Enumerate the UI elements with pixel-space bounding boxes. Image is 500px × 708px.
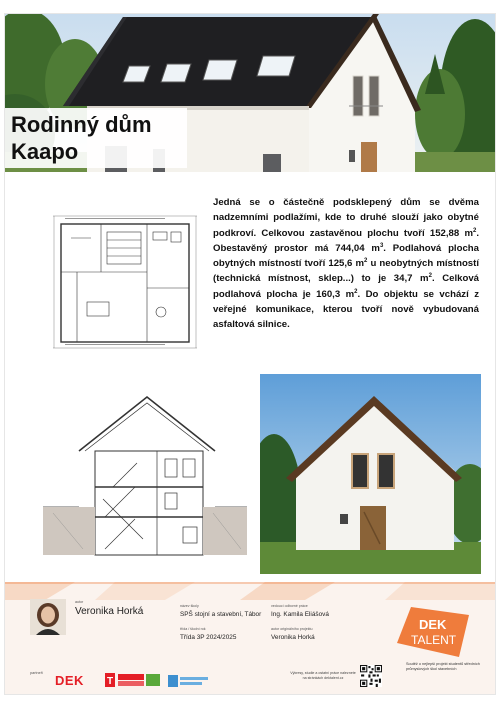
dek-talent-top-text: DEK (419, 617, 447, 632)
description-part: u neobytných místností (technická místnost, sklep...) to je 34,7 m (213, 258, 479, 285)
partner-logo-red-green (105, 672, 161, 688)
author-photo (30, 599, 66, 635)
description-sup: 3 (379, 242, 384, 249)
teacher-label: vedoucí odborné práce (271, 604, 308, 608)
svg-text:T: T (107, 676, 114, 687)
description-part: Jedná se o částečně podsklepený dům se dvěma nadzemními podlažími, kde to druhé slouží jako obytné podkroví. Celkovou zastavěnou plochu tvoří 152,88 m (213, 197, 479, 239)
partners-label: partneři (30, 671, 43, 675)
description-sup: 2 (472, 227, 477, 234)
dek-talent-note: Soutěž o nejlepší projekt studentů středních průmyslových škol stavebních (406, 662, 480, 671)
dek-talent-logo (397, 607, 477, 657)
project-description (213, 195, 479, 333)
footer (5, 582, 496, 695)
project-author-label: autor originálního projektu (271, 627, 313, 631)
qr-code-icon[interactable] (360, 665, 382, 687)
class-label: třída / školní rok (180, 627, 206, 631)
project-title-line2: Kaapo (11, 139, 79, 164)
description-part: . Do objektu se vchází z veřejné komunikace, kterou tvoří nově vybudovaná asfaltová silnice. (213, 288, 479, 331)
house-gable-photo (260, 374, 481, 574)
section-drawing (33, 389, 253, 559)
qr-note: Výkresy, studie a ostatní práce naleznete na stránkách dektalent.cz (290, 671, 356, 680)
dek-logo: DEK (55, 673, 84, 688)
description-part: . Celková podlahová plocha je 160,3 m (213, 273, 479, 300)
partner-logo-blue (168, 674, 210, 688)
poster (4, 13, 496, 695)
project-author-value: Veronika Horká (271, 634, 315, 641)
class-value: Třída 3P 2024/2025 (180, 634, 237, 641)
description-sup: 2 (364, 258, 368, 264)
floor-plan-drawing (51, 202, 201, 352)
description-sup: 2 (428, 273, 432, 280)
title-box (5, 108, 187, 168)
school-label: název školy (180, 604, 199, 608)
project-title-line1: Rodinný dům (11, 112, 152, 137)
dek-talent-bottom-text: TALENT (411, 633, 457, 647)
author-name: Veronika Horká (75, 606, 144, 617)
footer-stripe (5, 582, 496, 600)
author-label: autor (75, 600, 84, 604)
author-avatar (30, 599, 66, 635)
hero-render (5, 14, 496, 172)
school-value: SPŠ stojní a stavební, Tábor (180, 611, 262, 618)
teacher-value: Ing. Kamila Eliášová (271, 611, 329, 618)
description-part: . Obestavěný prostor má 744,04 m (213, 227, 479, 254)
description-sup: 2 (354, 288, 358, 295)
description-part: . Podlahová plocha obytných místností tvoří 125,6 m (213, 242, 479, 270)
